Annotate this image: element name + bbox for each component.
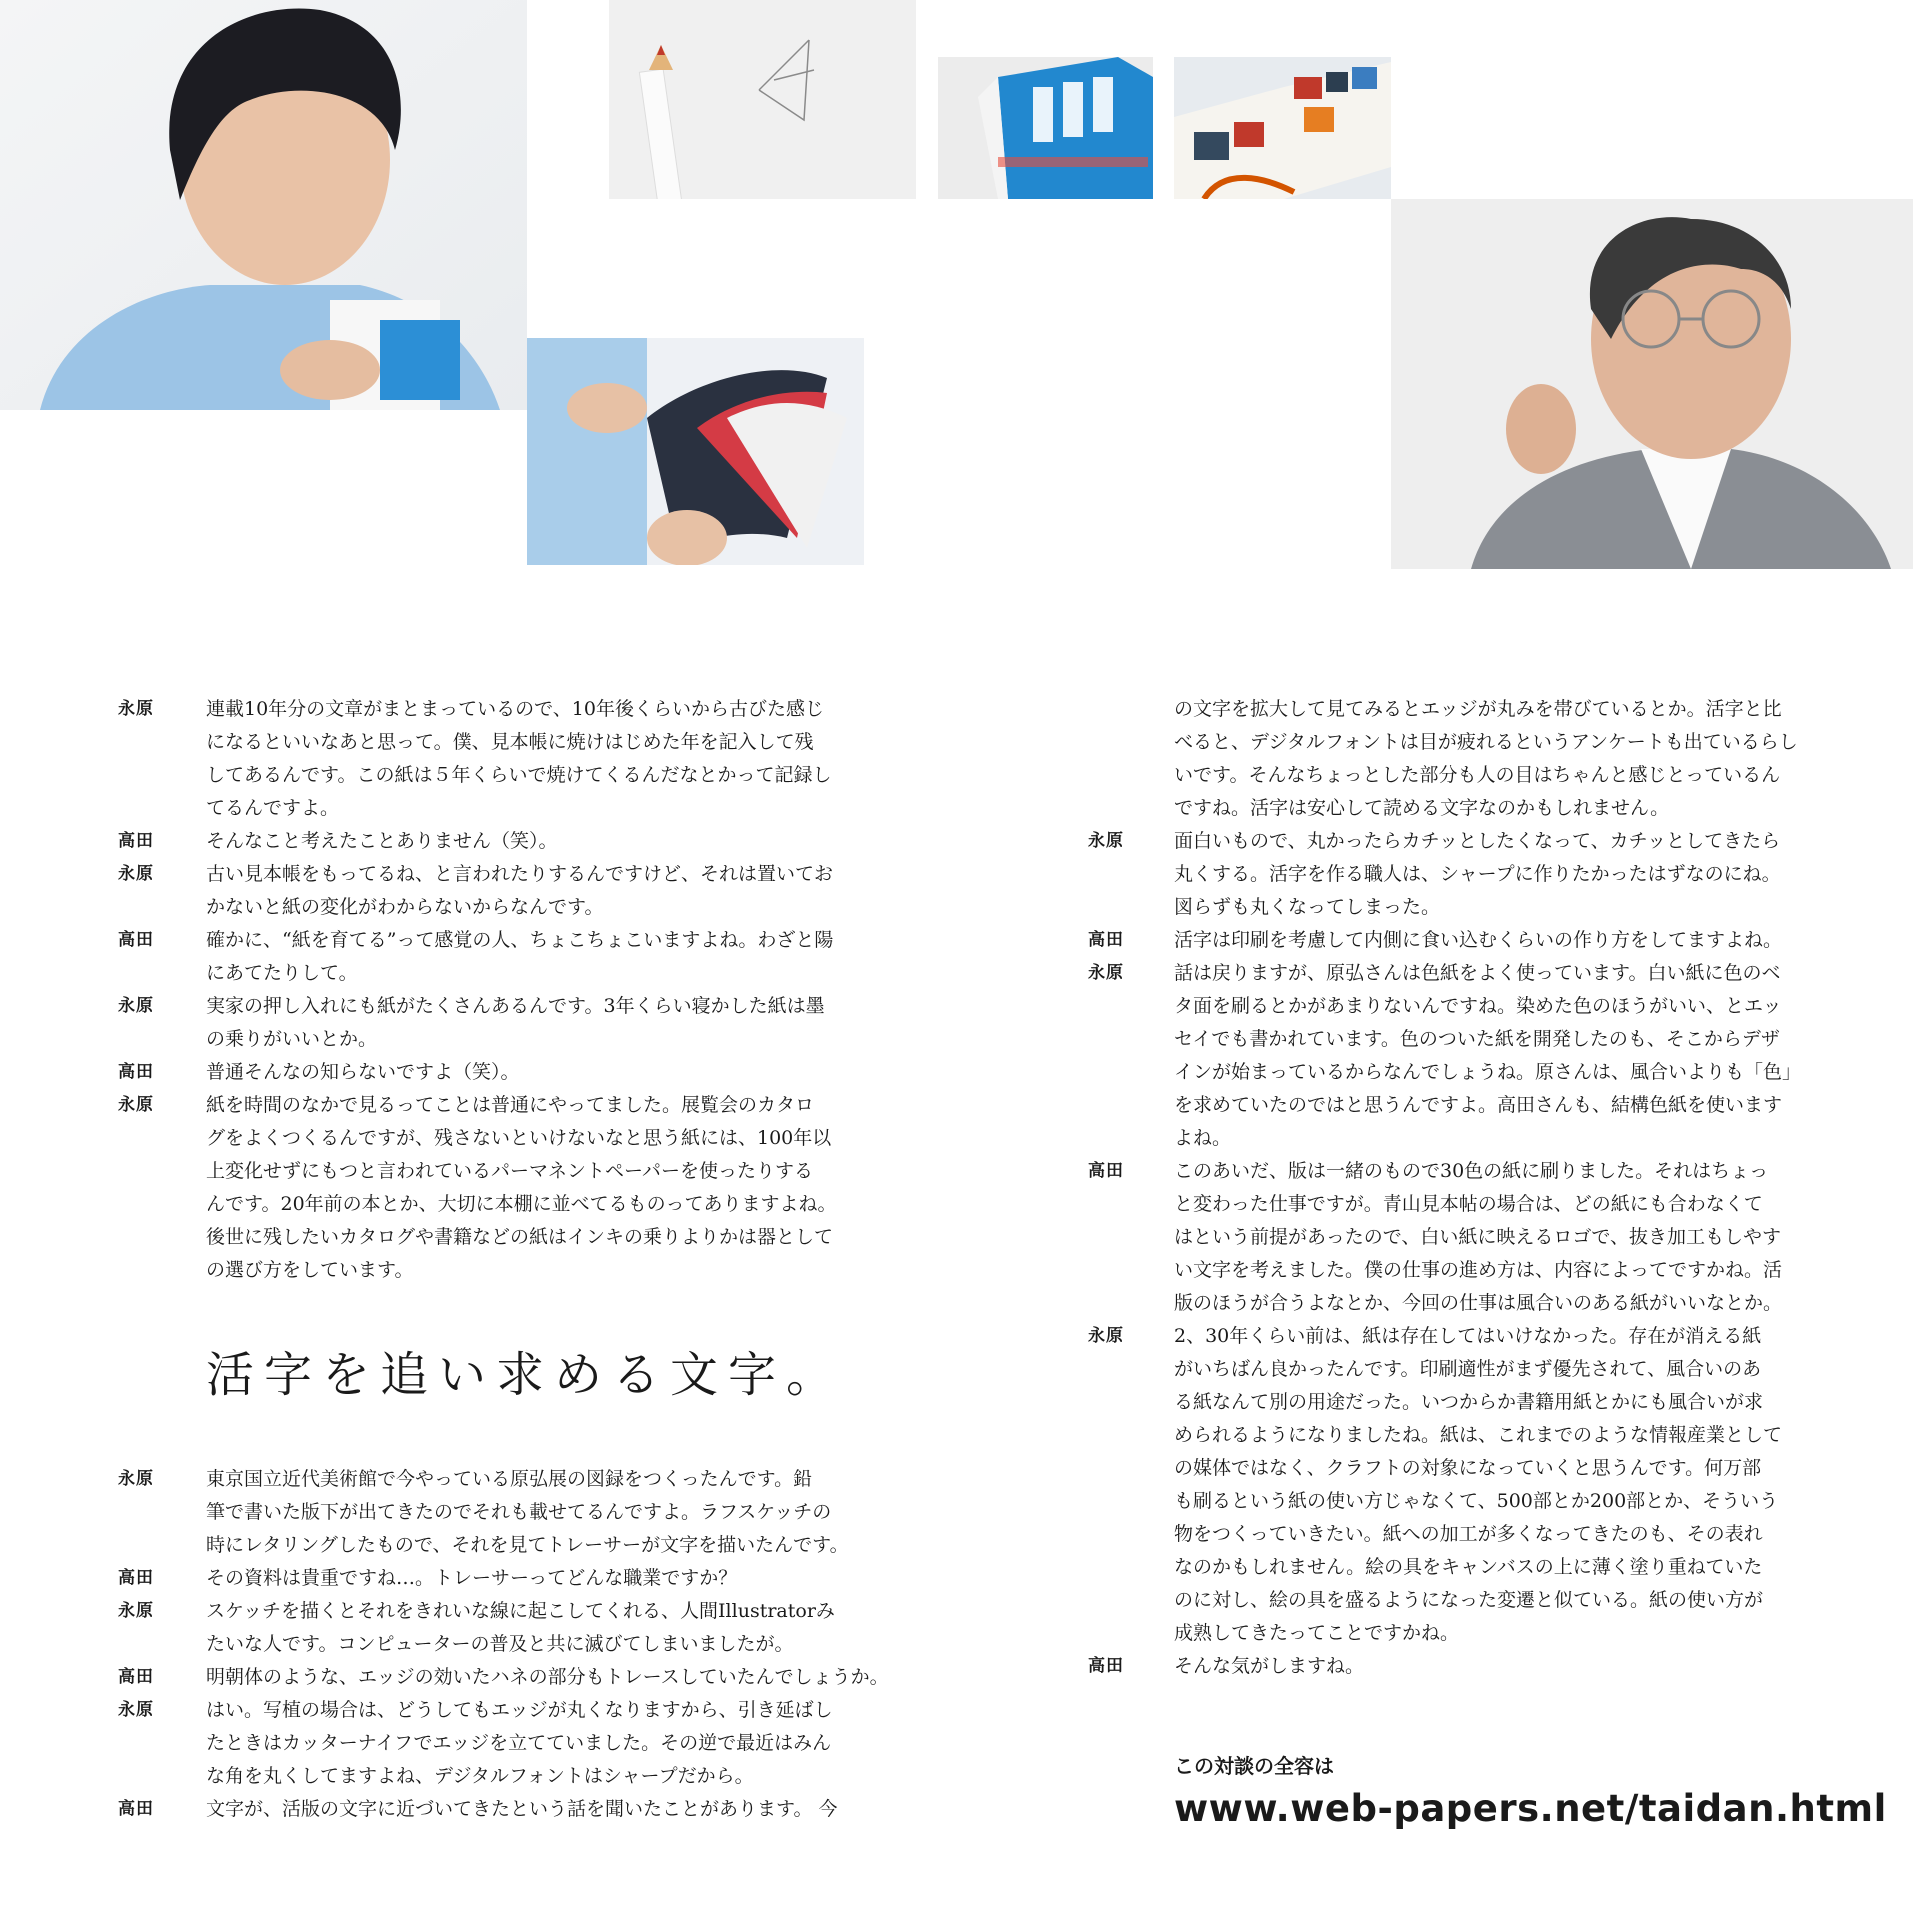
right-column	[1088, 693, 1848, 1683]
dialogue-line	[1088, 1188, 1848, 1221]
dialogue-text: にあてたりして。	[206, 962, 358, 984]
dialogue-line	[118, 1595, 908, 1628]
speaker-label: 永原	[118, 1601, 154, 1621]
dialogue-text: を求めていたのではと思うんですよ。高田さんも、結構色紙を使います	[1174, 1094, 1783, 1116]
dialogue-text: 丸くする。活字を作る職人は、シャープに作りたかったはずなのにね。	[1174, 863, 1781, 885]
dialogue-text: タ面を刷るとかがあまりないんですね。染めた色のほうがいい、とエッ	[1174, 995, 1782, 1017]
speaker-label: 高田	[118, 1667, 154, 1687]
dialogue-line	[118, 891, 908, 924]
dialogue-text: はという前提があったので、白い紙に映えるロゴで、抜き加工もしやす	[1174, 1226, 1782, 1248]
dialogue-line	[1088, 1452, 1848, 1485]
dialogue-line	[1088, 1023, 1848, 1056]
speaker-label: 永原	[118, 1469, 154, 1489]
dialogue-text: そんなこと考えたことありません（笑）。	[206, 830, 558, 852]
photo-man-right	[1391, 199, 1913, 569]
dialogue-line	[1088, 1485, 1848, 1518]
photo-hands-book	[527, 338, 864, 565]
dialogue-text: てるんですよ。	[206, 797, 340, 819]
dialogue-line	[118, 1496, 908, 1529]
dialogue-line	[118, 1463, 908, 1496]
photo-man-left	[0, 0, 527, 410]
speaker-label: 高田	[118, 1062, 154, 1082]
dialogue-text: がいちばん良かったんです。印刷適性がまず優先されて、風合いのあ	[1174, 1358, 1762, 1380]
dialogue-line	[1088, 1254, 1848, 1287]
speaker-label: 永原	[118, 864, 154, 884]
dialogue-line	[118, 990, 908, 1023]
speaker-label: 永原	[118, 1700, 154, 1720]
speaker-label: 高田	[118, 930, 154, 950]
dialogue-text: 確かに、“紙を育てる”って感覚の人、ちょこちょこいますよね。わざと陽	[206, 929, 834, 951]
dialogue-line	[118, 1628, 908, 1661]
dialogue-line	[118, 1056, 908, 1089]
speaker-label: 永原	[1088, 831, 1124, 851]
dialogue-line	[1088, 1353, 1848, 1386]
dialogue-line	[118, 1661, 908, 1694]
dialogue-line	[118, 1694, 908, 1727]
speaker-label: 高田	[1088, 930, 1124, 950]
speaker-label: 永原	[118, 699, 154, 719]
dialogue-text: してあるんです。この紙は５年くらいで焼けてくるんだなとかって記録し	[206, 764, 832, 786]
speaker-label: 高田	[1088, 1161, 1124, 1181]
dialogue-line	[118, 1023, 908, 1056]
dialogue-line	[118, 957, 908, 990]
dialogue-line	[118, 792, 908, 825]
dialogue-line	[1088, 858, 1848, 891]
footer-caption: この対談の全容は	[1174, 1754, 1334, 1778]
dialogue-line	[1088, 1584, 1848, 1617]
dialogue-text: の媒体ではなく、クラフトの対象になっていくと思うんです。何万部	[1174, 1457, 1762, 1479]
dialogue-text: も刷るという紙の使い方じゃなくて、500部とか200部とか、そういう	[1174, 1490, 1779, 1512]
dialogue-text: い文字を考えました。僕の仕事の進め方は、内容によってですかね。活	[1174, 1259, 1783, 1281]
dialogue-text: 明朝体のような、エッジの効いたハネの部分もトレースしていたんでしょうか。	[206, 1666, 889, 1688]
dialogue-line	[1088, 1650, 1848, 1683]
dialogue-line	[118, 1529, 908, 1562]
dialogue-line	[1088, 1221, 1848, 1254]
dialogue-text: ですね。活字は安心して読める文字なのかもしれません。	[1174, 797, 1670, 819]
dialogue-text: インが始まっているからなんでしょうね。原さんは、風合いよりも「色」	[1174, 1061, 1802, 1083]
dialogue-line	[1088, 693, 1848, 726]
dialogue-text: よね。	[1174, 1127, 1232, 1149]
dialogue-text: 2、30年くらい前は、紙は存在してはいけなかった。存在が消える紙	[1174, 1325, 1762, 1347]
dialogue-line	[1088, 825, 1848, 858]
speaker-label: 永原	[1088, 1326, 1124, 1346]
dialogue-line	[1088, 957, 1848, 990]
dialogue-text: 古い見本帳をもってるね、と言われたりするんですけど、それは置いてお	[206, 863, 834, 885]
dialogue-text: たときはカッターナイフでエッジを立てていました。その逆で最近はみん	[206, 1732, 832, 1754]
dialogue-text: 筆で書いた版下が出てきたのでそれも載せてるんですよ。ラフスケッチの	[206, 1501, 832, 1523]
dialogue-text: のに対し、絵の具を盛るようになった変遷と似ている。紙の使い方が	[1174, 1589, 1764, 1611]
dialogue-text: グをよくつくるんですが、残さないといけないなと思う紙には、100年以	[206, 1127, 832, 1149]
dialogue-text: 普通そんなの知らないですよ（笑）。	[206, 1061, 520, 1083]
dialogue-text: と変わった仕事ですが。青山見本帖の場合は、どの紙にも合わなくて	[1174, 1193, 1763, 1215]
dialogue-line	[118, 1188, 908, 1221]
dialogue-text: 連載10年分の文章がまとまっているので、10年後くらいから古びた感じ	[206, 698, 824, 720]
dialogue-line	[1088, 1287, 1848, 1320]
dialogue-line	[118, 1562, 908, 1595]
dialogue-text: な角を丸くしてますよね、デジタルフォントはシャープだから。	[206, 1765, 754, 1787]
photo-pencil-sketch	[609, 0, 916, 199]
dialogue-text: の選び方をしています。	[206, 1259, 414, 1281]
dialogue-text: 後世に残したいカタログや書籍などの紙はインキの乗りよりかは器として	[206, 1226, 834, 1248]
dialogue-line	[118, 1760, 908, 1793]
dialogue-text: 面白いもので、丸かったらカチッとしたくなって、カチッとしてきたら	[1174, 830, 1781, 852]
dialogue-text: 東京国立近代美術館で今やっている原弘展の図録をつくったんです。鉛	[206, 1468, 813, 1490]
dialogue-line	[1088, 1155, 1848, 1188]
dialogue-block-1	[118, 693, 908, 1287]
photo-open-book	[1174, 57, 1391, 199]
dialogue-line	[118, 1793, 908, 1826]
section-heading: 活字を追い求める文字。	[206, 1347, 845, 1403]
dialogue-line	[118, 759, 908, 792]
dialogue-line	[1088, 924, 1848, 957]
dialogue-text: 実家の押し入れにも紙がたくさんあるんです。3年くらい寝かした紙は墨	[206, 995, 825, 1017]
dialogue-text: 時にレタリングしたもので、それを見てトレーサーが文字を描いたんです。	[206, 1534, 849, 1556]
dialogue-text: いです。そんなちょっとした部分も人の目はちゃんと感じとっているん	[1174, 764, 1781, 786]
dialogue-line	[118, 1221, 908, 1254]
dialogue-text: べると、デジタルフォントは目が疲れるというアンケートも出ているらし	[1174, 731, 1798, 753]
dialogue-line	[1088, 1089, 1848, 1122]
dialogue-line	[1088, 1551, 1848, 1584]
dialogue-line	[1088, 1122, 1848, 1155]
dialogue-text: んです。20年前の本とか、大切に本棚に並べてるものってありますよね。	[206, 1193, 837, 1215]
dialogue-line	[1088, 726, 1848, 759]
dialogue-text: はい。写植の場合は、どうしてもエッジが丸くなりますから、引き延ばし	[206, 1699, 833, 1721]
dialogue-line	[118, 693, 908, 726]
dialogue-text: 話は戻りますが、原弘さんは色紙をよく使っています。白い紙に色のベ	[1174, 962, 1781, 984]
photo-book-cover	[938, 57, 1153, 199]
dialogue-text: かないと紙の変化がわからないからなんです。	[206, 896, 604, 918]
dialogue-text: スケッチを描くとそれをきれいな線に起こしてくれる、人間Illustratorみ	[206, 1600, 835, 1622]
dialogue-block-2	[118, 1463, 908, 1826]
dialogue-line	[118, 858, 908, 891]
dialogue-line	[1088, 759, 1848, 792]
dialogue-line	[118, 1254, 908, 1287]
dialogue-text: められるようになりましたね。紙は、これまでのような情報産業として	[1174, 1424, 1783, 1446]
dialogue-line	[1088, 1320, 1848, 1353]
dialogue-text: 物をつくっていきたい。紙への加工が多くなってきたのも、その表れ	[1174, 1523, 1763, 1545]
footer-url-link[interactable]: www.web-papers.net/taidan.html	[1174, 1787, 1887, 1830]
dialogue-line	[1088, 891, 1848, 924]
dialogue-line	[118, 924, 908, 957]
dialogue-line	[1088, 1617, 1848, 1650]
dialogue-text: そんな気がしますね。	[1174, 1655, 1365, 1677]
footer	[1174, 1750, 1887, 1830]
dialogue-line	[1088, 990, 1848, 1023]
dialogue-text: 成熟してきたってことですかね。	[1174, 1622, 1460, 1644]
dialogue-line	[118, 1155, 908, 1188]
dialogue-text: たいな人です。コンピューターの普及と共に滅びてしまいましたが。	[206, 1633, 794, 1655]
dialogue-line	[1088, 1419, 1848, 1452]
dialogue-text: になるといいなあと思って。僕、見本帳に焼けはじめた年を記入して残	[206, 731, 814, 753]
dialogue-text: 文字が、活版の文字に近づいてきたという話を聞いたことがあります。 今	[206, 1798, 838, 1820]
dialogue-text: このあいだ、版は一緒のもので30色の紙に刷りました。それはちょっ	[1174, 1160, 1769, 1182]
dialogue-line	[1088, 1518, 1848, 1551]
dialogue-line	[118, 1727, 908, 1760]
dialogue-text: 上変化せずにもつと言われているパーマネントペーパーを使ったりする	[206, 1160, 814, 1182]
speaker-label: 高田	[118, 1799, 154, 1819]
dialogue-line	[118, 825, 908, 858]
dialogue-text: る紙なんて別の用途だった。いつからか書籍用紙とかにも風合いが求	[1174, 1391, 1764, 1413]
dialogue-line	[118, 726, 908, 759]
speaker-label: 高田	[118, 1568, 154, 1588]
speaker-label: 高田	[118, 831, 154, 851]
dialogue-text: 版のほうが合うよなとか、今回の仕事は風合いのある紙がいいなとか。	[1174, 1292, 1783, 1314]
dialogue-text: の文字を拡大して見てみるとエッジが丸みを帯びているとか。活字と比	[1174, 698, 1782, 720]
speaker-label: 永原	[1088, 963, 1124, 983]
left-column	[118, 693, 908, 1826]
dialogue-text: 紙を時間のなかで見るってことは普通にやってました。展覧会のカタロ	[206, 1094, 815, 1116]
speaker-label: 永原	[118, 1095, 154, 1115]
dialogue-line	[1088, 1386, 1848, 1419]
dialogue-line	[118, 1089, 908, 1122]
speaker-label: 永原	[118, 996, 154, 1016]
dialogue-line	[118, 1122, 908, 1155]
dialogue-text: セイでも書かれています。色のついた紙を開発したのも、そこからデザ	[1174, 1028, 1780, 1050]
dialogue-text: なのかもしれません。絵の具をキャンバスの上に薄く塗り重ねていた	[1174, 1556, 1763, 1578]
dialogue-line	[1088, 792, 1848, 825]
dialogue-text: 活字は印刷を考慮して内側に食い込むくらいの作り方をしてますよね。	[1174, 929, 1783, 951]
speaker-label: 高田	[1088, 1656, 1124, 1676]
dialogue-text: の乗りがいいとか。	[206, 1028, 378, 1050]
dialogue-line	[1088, 1056, 1848, 1089]
dialogue-text: その資料は貴重ですね…。トレーサーってどんな職業ですか？	[206, 1567, 738, 1589]
dialogue-text: 図らずも丸くなってしまった。	[1174, 896, 1441, 918]
